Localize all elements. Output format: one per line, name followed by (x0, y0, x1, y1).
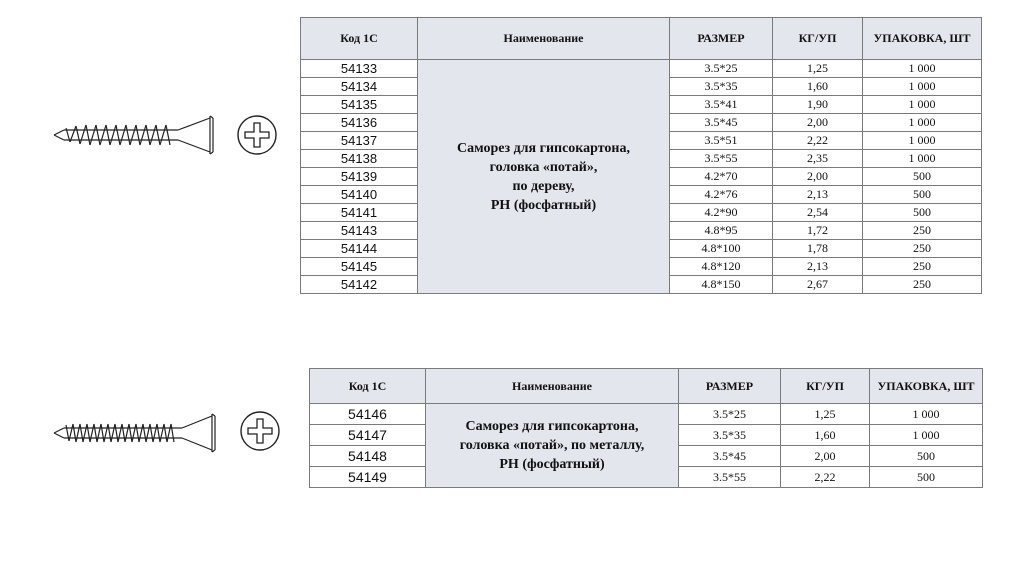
cell-code: 54147 (310, 425, 426, 446)
cell-code: 54142 (301, 276, 418, 294)
cell-size: 4.2*76 (670, 186, 773, 204)
header-code: Код 1С (301, 18, 418, 60)
cell-size: 3.5*55 (679, 467, 781, 488)
cell-code: 54139 (301, 168, 418, 186)
cell-size: 3.5*51 (670, 132, 773, 150)
cell-code: 54144 (301, 240, 418, 258)
table-row (310, 404, 983, 425)
wood-screw-icon (50, 110, 220, 160)
cell-pack: 1 000 (863, 132, 982, 150)
cell-kg: 2,22 (773, 132, 863, 150)
product-name-line: головка «потай», (489, 159, 598, 175)
cell-size: 4.8*100 (670, 240, 773, 258)
cell-pack: 500 (863, 168, 982, 186)
cell-pack: 1 000 (863, 150, 982, 168)
product-table-metal (309, 368, 983, 488)
cell-size: 3.5*25 (679, 404, 781, 425)
cell-kg: 2,54 (773, 204, 863, 222)
cell-kg: 2,13 (773, 258, 863, 276)
header-pack: УПАКОВКА, ШТ (870, 369, 983, 404)
cell-size: 4.2*90 (670, 204, 773, 222)
table-row (301, 60, 982, 78)
product-name-line: PH (фосфатный) (490, 197, 597, 213)
header-name: Наименование (418, 18, 670, 60)
header-size: РАЗМЕР (670, 18, 773, 60)
cell-kg: 2,35 (773, 150, 863, 168)
cell-size: 3.5*45 (679, 446, 781, 467)
cell-pack: 500 (870, 467, 983, 488)
cell-kg: 2,00 (773, 168, 863, 186)
cell-kg: 1,60 (781, 425, 870, 446)
cell-kg: 2,22 (781, 467, 870, 488)
cell-code: 54143 (301, 222, 418, 240)
product-name-line: по дереву, (512, 178, 575, 194)
cell-code: 54135 (301, 96, 418, 114)
cell-pack: 1 000 (870, 404, 983, 425)
cell-size: 4.8*120 (670, 258, 773, 276)
cell-pack: 1 000 (863, 114, 982, 132)
header-kg: КГ/УП (781, 369, 870, 404)
header-size: РАЗМЕР (679, 369, 781, 404)
cell-code: 54134 (301, 78, 418, 96)
cell-pack: 250 (863, 258, 982, 276)
cell-pack: 250 (863, 276, 982, 294)
cell-code: 54146 (310, 404, 426, 425)
cell-kg: 1,25 (773, 60, 863, 78)
product-name-line: головка «потай», по металлу, (459, 438, 645, 453)
cell-kg: 2,00 (781, 446, 870, 467)
cell-size: 3.5*35 (670, 78, 773, 96)
cell-kg: 1,90 (773, 96, 863, 114)
cell-pack: 500 (863, 204, 982, 222)
cell-code: 54138 (301, 150, 418, 168)
cell-pack: 1 000 (863, 60, 982, 78)
cell-size: 4.8*150 (670, 276, 773, 294)
cell-code: 54145 (301, 258, 418, 276)
cell-size: 3.5*41 (670, 96, 773, 114)
cell-pack: 500 (863, 186, 982, 204)
cell-code: 54137 (301, 132, 418, 150)
cell-code: 54141 (301, 204, 418, 222)
cell-code: 54148 (310, 446, 426, 467)
header-kg: КГ/УП (773, 18, 863, 60)
cell-pack: 250 (863, 222, 982, 240)
cell-code: 54136 (301, 114, 418, 132)
phillips-head-icon (236, 114, 278, 156)
cell-product-name (418, 60, 670, 294)
cell-size: 3.5*55 (670, 150, 773, 168)
cell-pack: 1 000 (870, 425, 983, 446)
product-name-line: Саморез для гипсокартона, (465, 419, 639, 434)
header-name: Наименование (426, 369, 679, 404)
cell-kg: 1,25 (781, 404, 870, 425)
cell-pack: 1 000 (863, 96, 982, 114)
cell-kg: 2,13 (773, 186, 863, 204)
cell-kg: 2,67 (773, 276, 863, 294)
cell-code: 54133 (301, 60, 418, 78)
cell-size: 4.8*95 (670, 222, 773, 240)
cell-size: 3.5*25 (670, 60, 773, 78)
cell-size: 4.2*70 (670, 168, 773, 186)
cell-kg: 1,78 (773, 240, 863, 258)
cell-kg: 1,72 (773, 222, 863, 240)
cell-code: 54140 (301, 186, 418, 204)
cell-kg: 1,60 (773, 78, 863, 96)
phillips-head-icon (239, 410, 281, 452)
header-code: Код 1С (310, 369, 426, 404)
cell-pack: 1 000 (863, 78, 982, 96)
cell-size: 3.5*35 (679, 425, 781, 446)
cell-size: 3.5*45 (670, 114, 773, 132)
cell-kg: 2,00 (773, 114, 863, 132)
cell-product-name (426, 404, 679, 488)
product-table-wood (300, 17, 982, 294)
cell-pack: 500 (870, 446, 983, 467)
product-name-line: Саморез для гипсокартона, (456, 140, 631, 156)
metal-screw-icon (50, 408, 220, 458)
product-name-line: PH (фосфатный) (499, 457, 605, 472)
header-pack: УПАКОВКА, ШТ (863, 18, 982, 60)
cell-code: 54149 (310, 467, 426, 488)
cell-pack: 250 (863, 240, 982, 258)
table-header-row (301, 18, 982, 60)
table-header-row (310, 369, 983, 404)
